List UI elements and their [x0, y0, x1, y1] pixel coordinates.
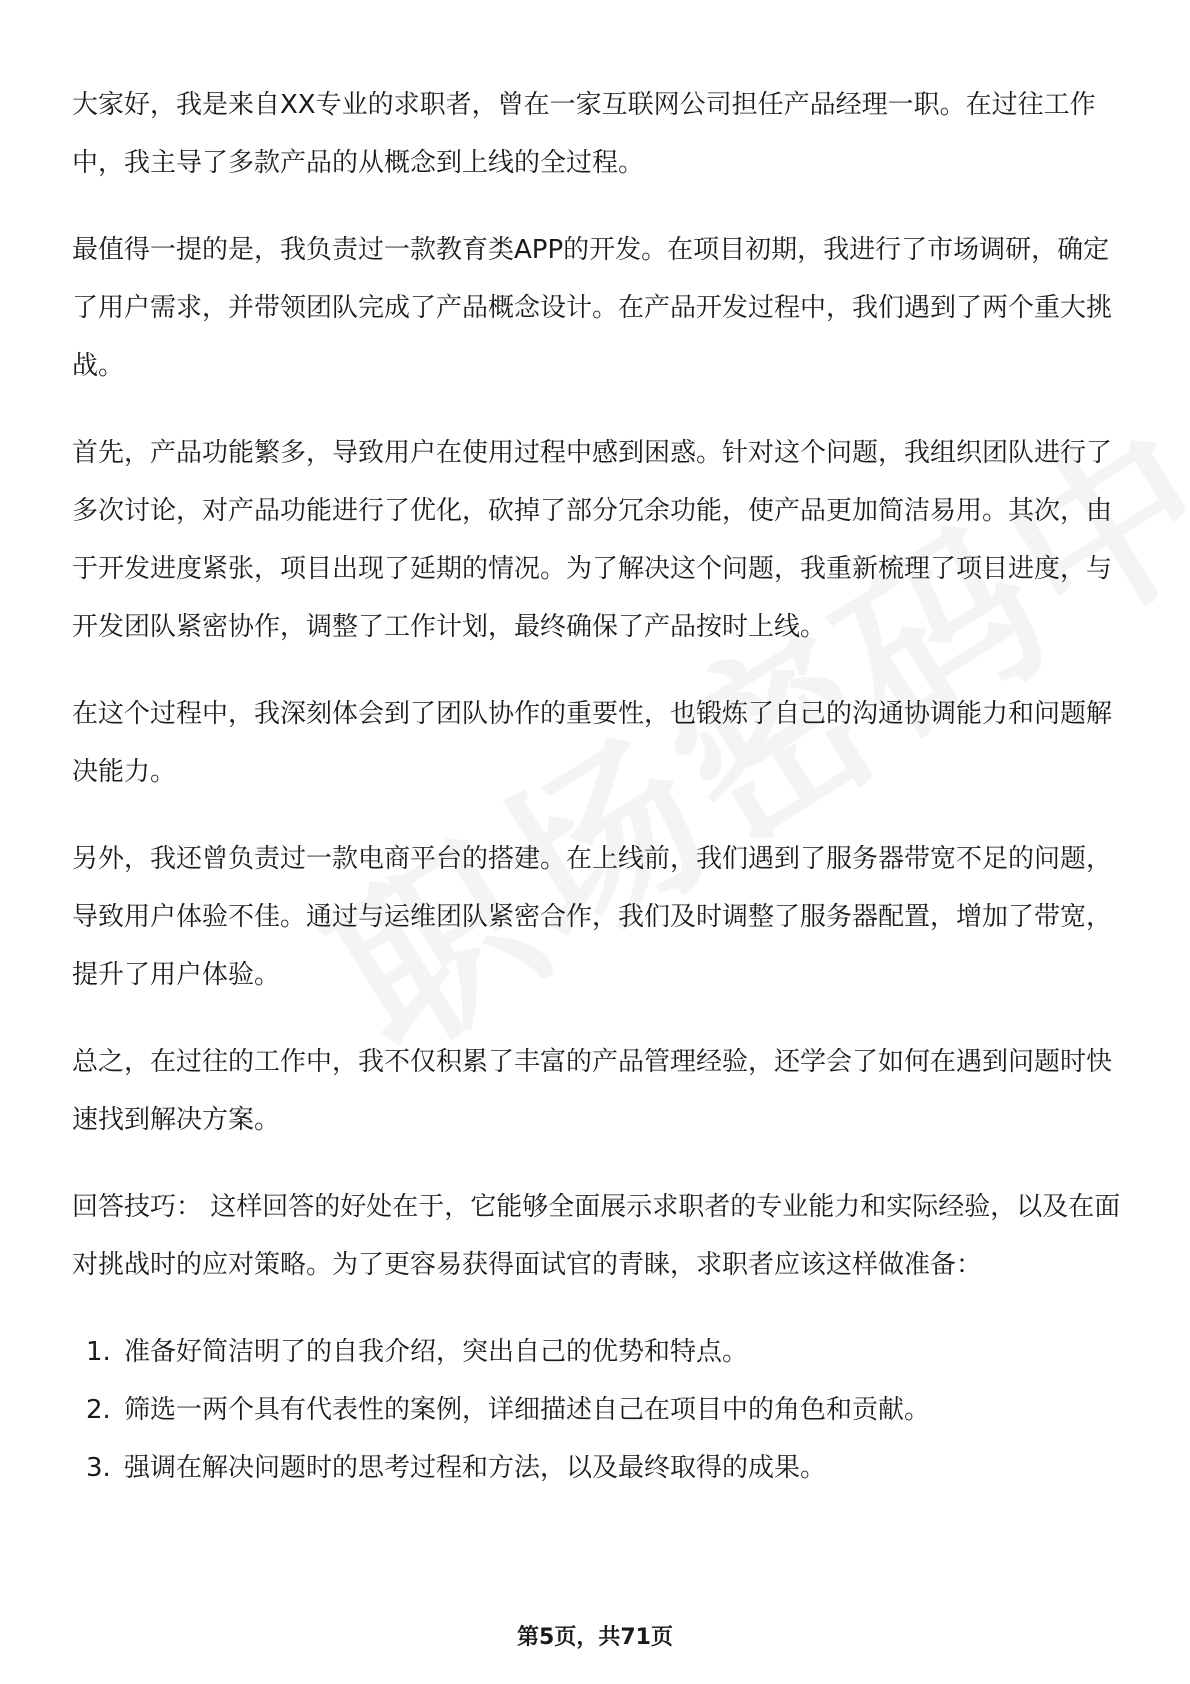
document-body	[72, 76, 1122, 1497]
paragraph-intro: 大家好，我是来自XX专业的求职者，曾在一家互联网公司担任产品经理一职。在过往工作中，我主导了多款产品的从概念到上线的全过程。	[72, 90, 1096, 178]
list-item	[72, 1381, 1122, 1439]
paragraph-ecommerce: 另外，我还曾负责过一款电商平台的搭建。在上线前，我们遇到了服务器带宽不足的问题，导致用户体验不佳。通过与运维团队紧密合作，我们及时调整了服务器配置，增加了带宽，提升了用户体验。	[72, 844, 1113, 990]
list-text: 筛选一两个具有代表性的案例，详细描述自己在项目中的角色和贡献。	[124, 1395, 931, 1425]
paragraph-challenges: 首先，产品功能繁多，导致用户在使用过程中感到困惑。针对这个问题，我组织团队进行了多次讨论，对产品功能进行了优化，砍掉了部分冗余功能，使产品更加简洁易用。其次，由于开发进度紧张，项目出现了延期的情况。为了解决这个问题，我重新梳理了项目进度，与开发团队紧密协作，调整了工作计划，最终确保了产品按时上线。	[72, 438, 1113, 642]
paragraph-reflection: 在这个过程中，我深刻体会到了团队协作的重要性，也锻炼了自己的沟通协调能力和问题解决能力。	[72, 699, 1113, 787]
list-item	[72, 1323, 1122, 1381]
list-item	[72, 1439, 1122, 1497]
list-number: 1.	[86, 1337, 111, 1367]
list-number: 2.	[86, 1395, 111, 1425]
preparation-list	[72, 1323, 1122, 1497]
page-number-footer: 第5页，共71页	[517, 1625, 673, 1650]
paragraph-answer-tips: 回答技巧： 这样回答的好处在于，它能够全面展示求职者的专业能力和实际经验，以及在面对挑战时的应对策略。为了更容易获得面试官的青睐，求职者应该这样做准备：	[72, 1192, 1121, 1280]
list-number: 3.	[86, 1453, 111, 1483]
list-text: 准备好简洁明了的自我介绍，突出自己的优势和特点。	[124, 1337, 749, 1367]
paragraph-summary: 总之，在过往的工作中，我不仅积累了丰富的产品管理经验，还学会了如何在遇到问题时快速找到解决方案。	[72, 1047, 1113, 1135]
list-text: 强调在解决问题时的思考过程和方法，以及最终取得的成果。	[124, 1453, 827, 1483]
paragraph-education-app: 最值得一提的是，我负责过一款教育类APP的开发。在项目初期，我进行了市场调研，确定了用户需求，并带领团队完成了产品概念设计。在产品开发过程中，我们遇到了两个重大挑战。	[72, 235, 1113, 381]
